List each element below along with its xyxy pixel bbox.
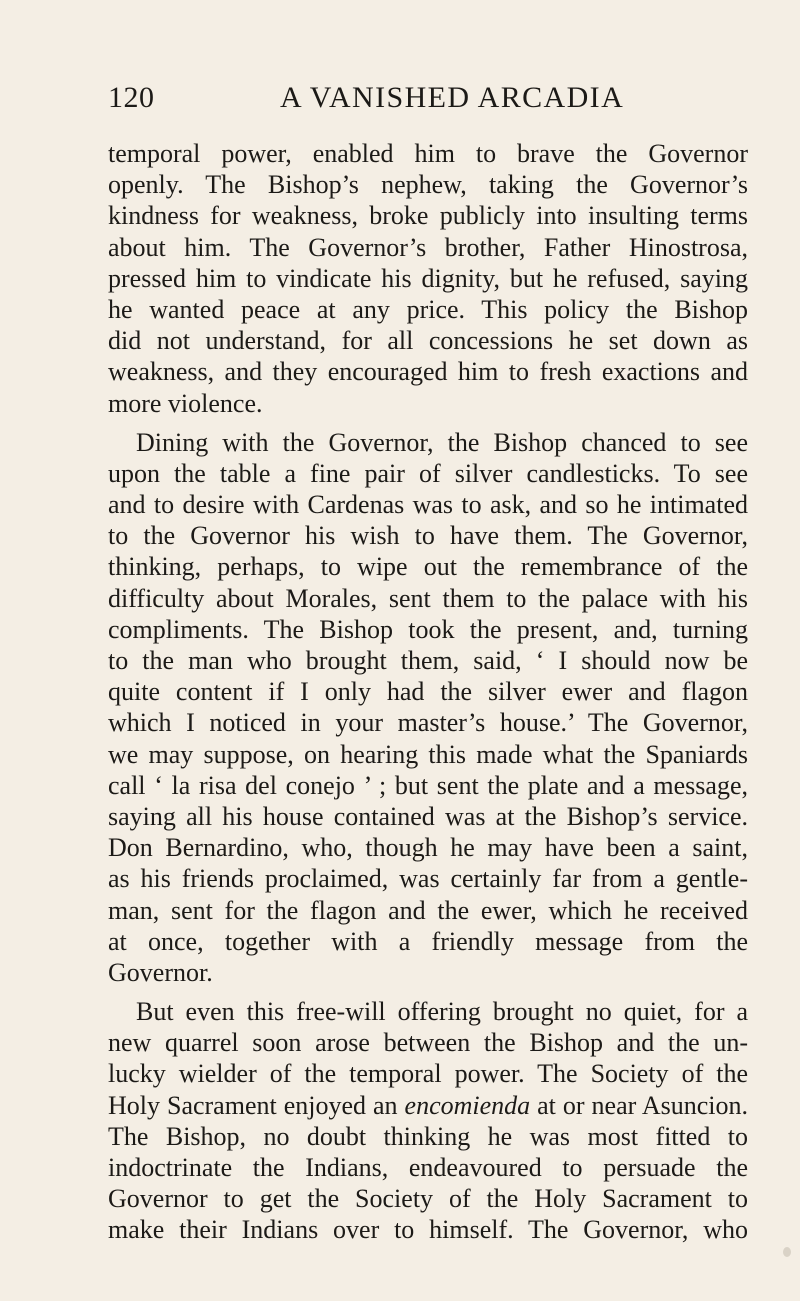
text-line: difficulty about Morales, sent them to the palace with his bbox=[108, 583, 748, 613]
page-number: 120 bbox=[108, 81, 155, 114]
text-line: to the Governor his wish to have them. The Governor, bbox=[108, 521, 748, 551]
paragraph-spacer bbox=[108, 988, 748, 996]
text-line: call ‘ la risa del conejo ’ ; but sent the plate and a message, bbox=[108, 770, 748, 800]
text-line: Holy Sacrament enjoyed an encomienda at or near Asuncion. bbox=[108, 1090, 748, 1120]
body-text bbox=[108, 138, 748, 1246]
text-line: and to desire with Cardenas was to ask, and so he intimated bbox=[108, 490, 748, 520]
text-line: to the man who brought them, said, ‘ I should now be bbox=[108, 646, 748, 675]
text-line: pressed him to vindicate his dignity, but he refused, saying bbox=[108, 263, 748, 293]
text-line: weakness, and they encouraged him to fresh exactions and bbox=[108, 357, 748, 387]
text-line: new quarrel soon arose between the Bishop and the un- bbox=[108, 1028, 748, 1058]
text-line: make their Indians over to himself. The Governor, who bbox=[108, 1215, 748, 1245]
running-head: A VANISHED ARCADIA bbox=[280, 81, 625, 114]
text-line: man, sent for the flagon and the ewer, which he received bbox=[108, 895, 748, 925]
text-line: saying all his house contained was at the Bishop’s service. bbox=[108, 801, 748, 831]
text-line: kindness for weakness, broke publicly into insulting terms bbox=[108, 201, 748, 231]
text-line: temporal power, enabled him to brave the Governor bbox=[108, 139, 748, 168]
text-line: Don Bernardino, who, though he may have been a saint, bbox=[108, 833, 748, 863]
text-line: Governor. bbox=[108, 957, 213, 987]
text-line: The Bishop, no doubt thinking he was most fitted to bbox=[108, 1121, 748, 1151]
page-header bbox=[108, 78, 748, 118]
text-line: did not understand, for all concessions he set down as bbox=[108, 326, 748, 356]
text-line: quite content if I only had the silver ewer and flagon bbox=[108, 677, 748, 707]
text-line: lucky wielder of the temporal power. The Society of the bbox=[108, 1059, 748, 1089]
paper-blemish bbox=[783, 1247, 791, 1257]
text-line: about him. The Governor’s brother, Father Hinostrosa, bbox=[108, 232, 748, 262]
text-line: compliments. The Bishop took the present, and, turning bbox=[108, 614, 748, 644]
text-line: which I noticed in your master’s house.’ The Governor, bbox=[108, 708, 748, 738]
text-line: openly. The Bishop’s nephew, taking the Governor’s bbox=[108, 170, 748, 200]
text-line: at once, together with a friendly message from the bbox=[108, 926, 748, 956]
text-line: more violence. bbox=[108, 388, 263, 418]
text-line: upon the table a fine pair of silver candlesticks. To see bbox=[108, 458, 748, 488]
text-line: he wanted peace at any price. This policy the Bishop bbox=[108, 294, 748, 324]
text-line: thinking, perhaps, to wipe out the remembrance of the bbox=[108, 552, 748, 582]
text-line: we may suppose, on hearing this made what the Spaniards bbox=[108, 739, 748, 769]
text-line: Dining with the Governor, the Bishop chanced to see bbox=[136, 427, 748, 457]
text-line: as his friends proclaimed, was certainly far from a gentle- bbox=[108, 864, 748, 894]
text-line: indoctrinate the Indians, endeavoured to persuade the bbox=[108, 1153, 748, 1182]
text-line: But even this free-will offering brought no quiet, for a bbox=[136, 997, 748, 1027]
text-line: Governor to get the Society of the Holy Sacrament to bbox=[108, 1184, 748, 1214]
paragraph-spacer bbox=[108, 419, 748, 427]
